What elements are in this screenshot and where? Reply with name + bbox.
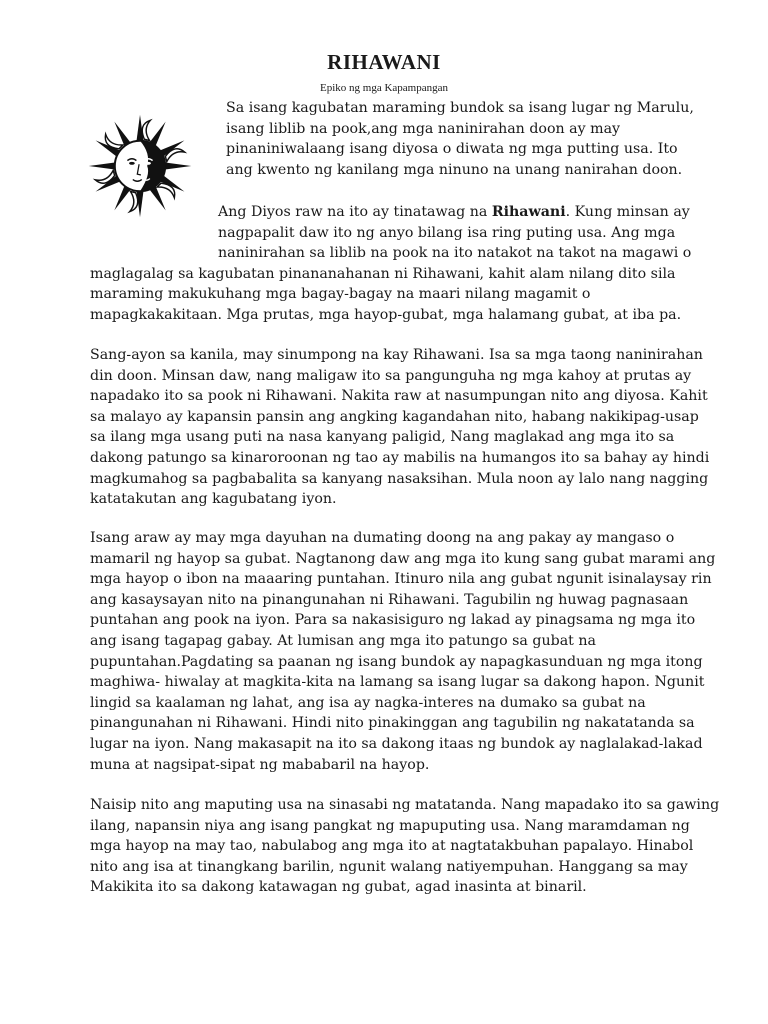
text-line: mamaril ng hayop sa gubat. Nagtanong daw ang mga ito kung sang gubat marami ang [90, 550, 716, 567]
text-line: pinangunahan ni Rihawani. Hindi nito pinakinggan ang tagubilin ng nakatatanda sa [90, 715, 695, 732]
text-line: nito ang isa at tinangkang barilin, ngunit walang natiyempuhan. Hanggang sa may [90, 858, 688, 875]
paragraph-5 [90, 795, 719, 898]
text-segment: Ang Diyos raw na ito ay tinatawag na [218, 204, 492, 220]
text-line: mapagkakakitaan. Mga prutas, mga hayop-gubat, mga halamang gubat, at iba pa. [90, 306, 682, 323]
text-line: mga hayop na may tao, nabulabog ang mga ito at nagtatakbuhan papalayo. Hinabol [90, 838, 694, 855]
text-line: Makikita ito sa dakong katawagan ng gubat, agad inasinta at binaril. [90, 879, 587, 896]
text-line: sa ilang mga usang puti na nasa kanyang paligid, Nang maglakad ang mga ito sa [90, 429, 675, 446]
document-subtitle: Epiko ng mga Kapampangan [320, 82, 448, 94]
text-line: naninirahan sa liblib na pook na ito natakot na takot na magawi o [218, 245, 692, 262]
text-line: pupuntahan.Pagdating sa paanan ng isang bundok ay napagkasunduan ng mga itong [90, 653, 703, 670]
paragraph-1 [226, 98, 694, 180]
text-line: maghiwa- hiwalay at magkita-kita na lamang sa isang lugar sa dakong hapon. Ngunit [90, 674, 705, 691]
text-line: dakong patungo sa kinaroroonan ng tao ay mabilis na humangos ito sa bahay ay hindi [90, 449, 710, 466]
text-line: puntahan ang pook na iyon. Para sa nakasisiguro ng lakad ay pinagsama ng mga ito [90, 612, 696, 629]
text-line: lingid sa kaalaman ng lahat, ang isa ay nagka-interes na dumako sa gubat na [90, 694, 646, 711]
paragraph-4 [90, 528, 715, 775]
text-line: muna at nagsipat-sipat ng mababaril na hayop. [90, 756, 430, 773]
paragraph-2 [90, 202, 691, 326]
text-line: Naisip nito ang maputing usa na sinasabi ng matatanda. Nang mapadako ito sa gawing [90, 797, 720, 813]
text-line: Sa isang kagubatan maraming bundok sa isang lugar ng Marulu, [226, 100, 694, 116]
text-line: ang isang tagapag gabay. At lumisan ang mga ito patungo sa gubat na [90, 632, 596, 649]
text-line: maraming makukuhang mga bagay-bagay na maari nilang magamit o [90, 286, 591, 303]
text-line: Isang araw ay may mga dayuhan na dumating doong na ang pakay ay mangaso o [90, 530, 675, 546]
document-title: RIHAWANI [327, 50, 441, 74]
text-segment: . Kung minsan ay [565, 204, 690, 220]
text-line: ilang, napansin niya ang isang pangkat ng mapuputing usa. Nang maramdaman ng [90, 817, 690, 834]
text-line: isang liblib na pook,ang mga naninirahan doon ay may [226, 120, 621, 137]
text-line: ang kwento ng kanilang mga ninuno na unang nanirahan doon. [226, 161, 683, 178]
text-line: din doon. Minsan daw, nang maligaw ito sa pangunguha ng mga kahoy at prutas ay [90, 367, 692, 384]
bold-name-rihawani: Rihawani [491, 204, 566, 220]
text-line: maglagalag sa kagubatan pinananahanan ni Rihawani, kahit alam nilang dito sila [90, 265, 676, 282]
text-line: sa malayo ay kapansin pansin ang angking kagandahan nito, habang nakikipag-usap [90, 408, 699, 425]
text-line: pinaniniwalaang isang diyosa o diwata ng mga putting usa. Ito [226, 141, 678, 158]
paragraph-3 [90, 345, 709, 510]
text-line: katatakutan ang kagubatang iyon. [90, 491, 337, 508]
text-line [90, 202, 691, 223]
text-line: mga hayop o ibon na maaaring puntahan. Itinuro nila ang gubat ngunit isinalaysay rin [90, 571, 712, 588]
text-line: ang kasaysayan nito na pinangunahan ni Rihawani. Tagubilin ng huwag pagnasaan [90, 591, 689, 608]
text-line: napadako ito sa pook ni Rihawani. Nakita raw at nasumpungan nito ang diyosa. Kahit [90, 388, 708, 405]
text-line: nagpapalit daw ito ng anyo bilang isa ring puting usa. Ang mga [218, 224, 676, 241]
text-line: lugar na iyon. Nang makasapit na ito sa dakong itaas ng bundok ay naglalakad-lakad [90, 735, 703, 752]
text-line: Sang-ayon sa kanila, may sinumpong na kay Rihawani. Isa sa mga taong naninirahan [90, 347, 703, 363]
text-line: magkumahog sa pagbabalita sa kanyang nasaksihan. Mula noon ay lalo nang nagging [90, 470, 709, 487]
